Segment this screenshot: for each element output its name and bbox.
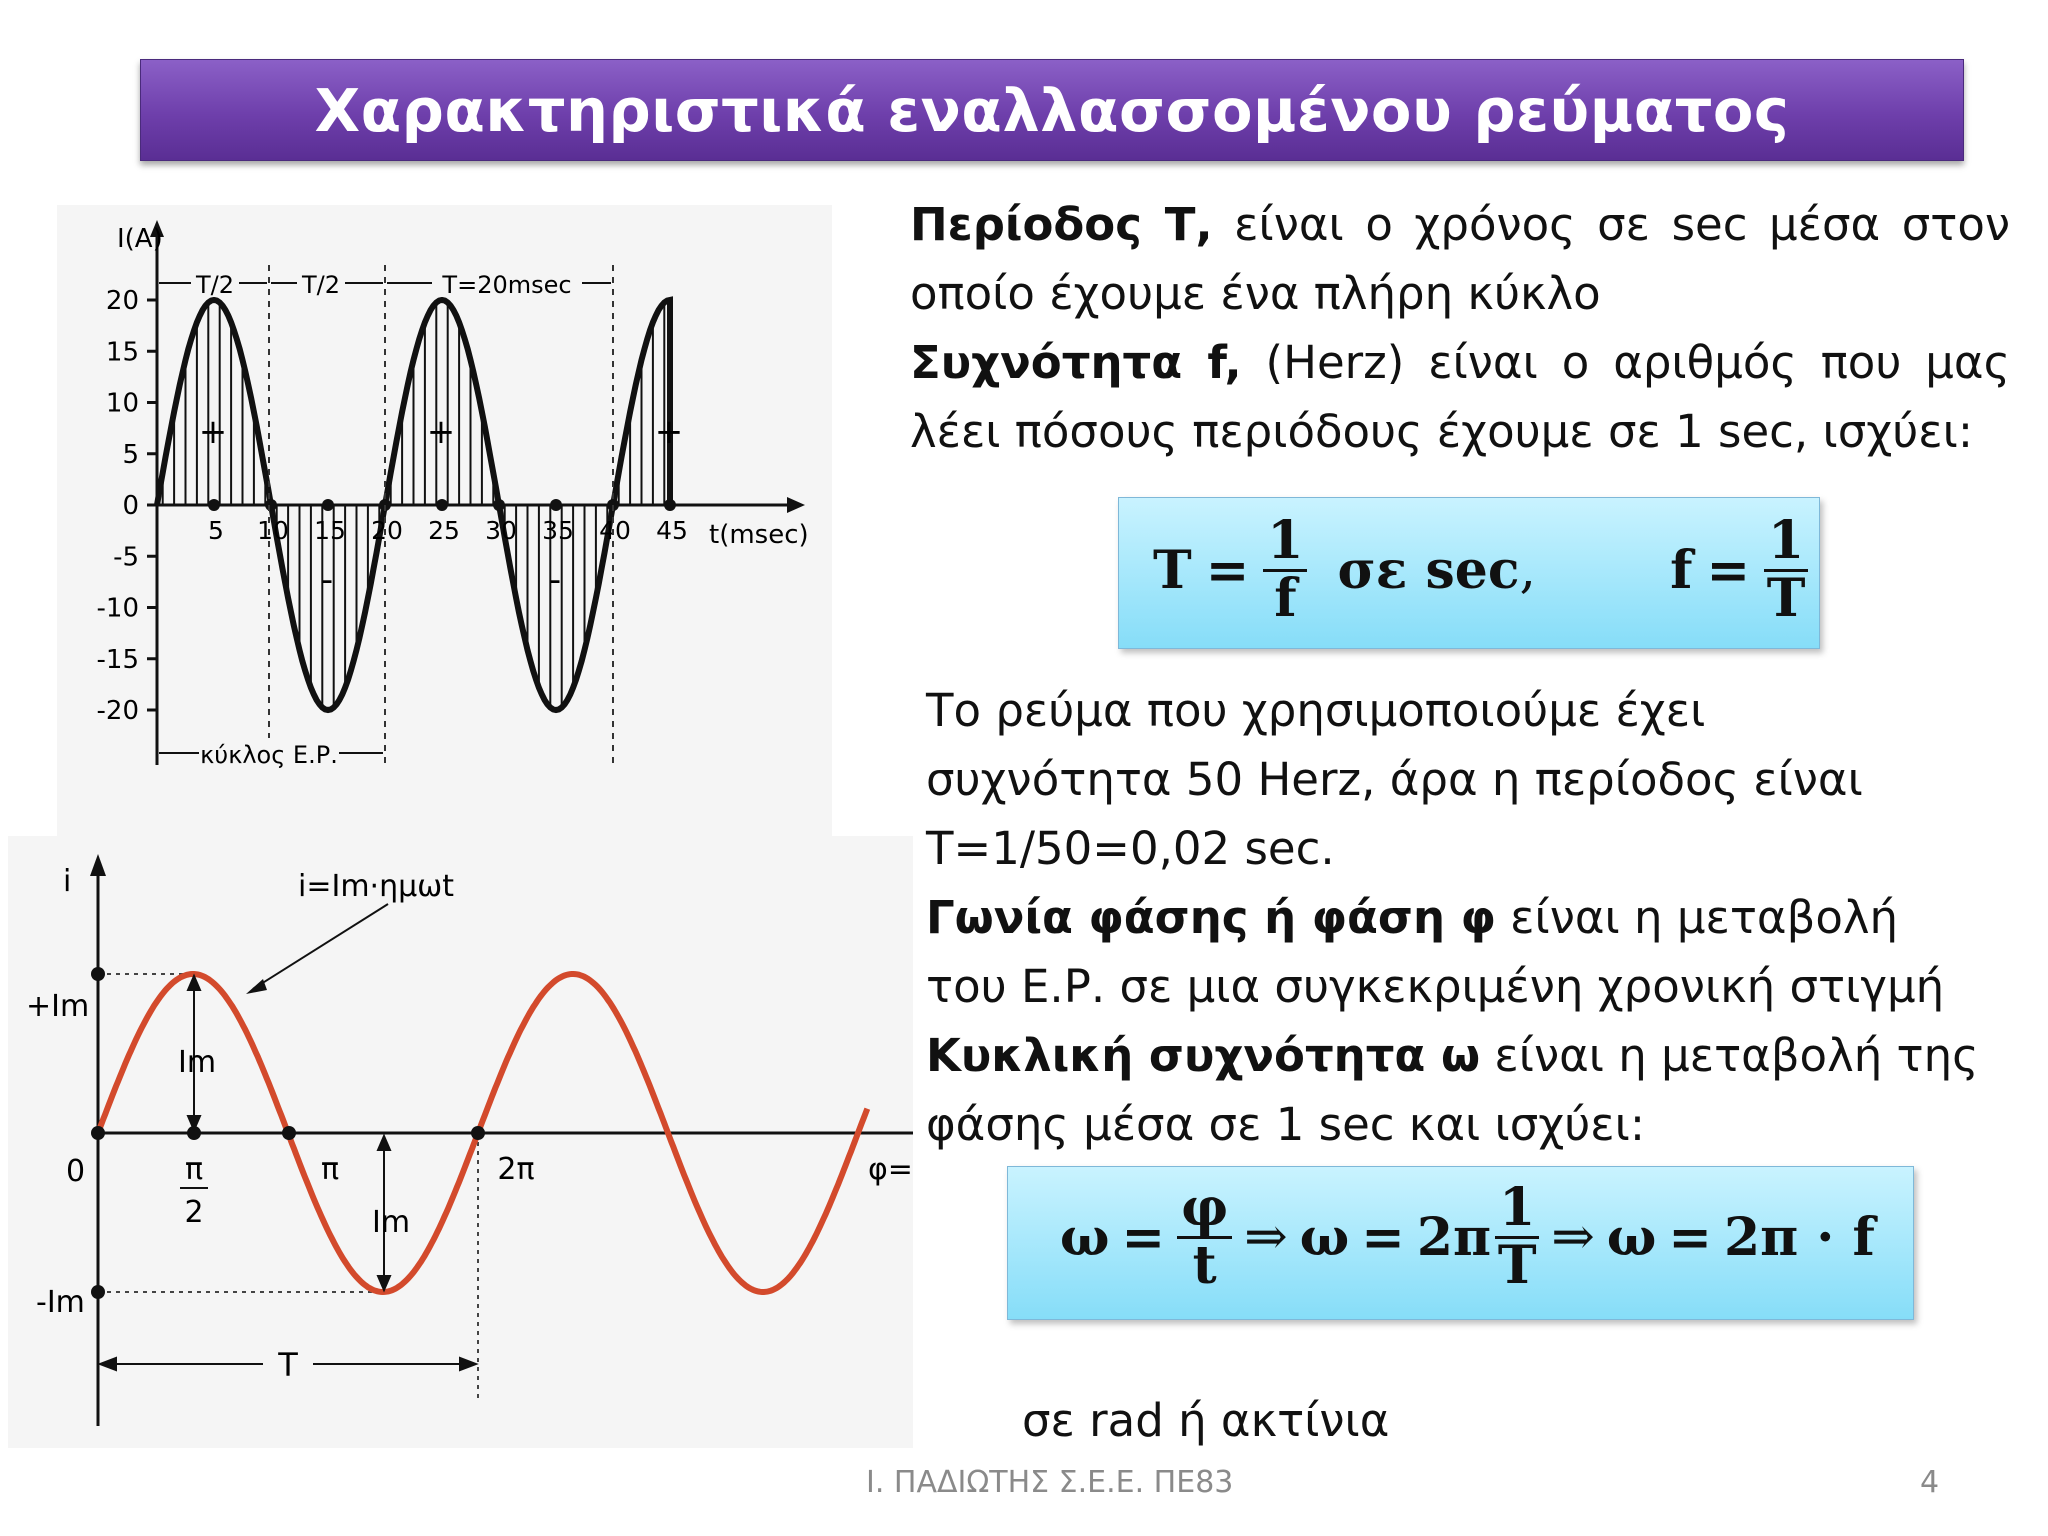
formula2-implies1: ⇒ bbox=[1244, 1207, 1288, 1268]
pi-over-2-numerator: π bbox=[184, 1152, 204, 1187]
formula-pointer bbox=[253, 904, 388, 989]
x-tick-label: 5 bbox=[208, 516, 224, 545]
y-tick-label: -15 bbox=[96, 644, 139, 675]
cycle-label: κύκλος Ε.Ρ. bbox=[200, 741, 338, 769]
omega-definition bbox=[926, 1021, 2026, 1090]
formula2-2pi-f: 2π · f bbox=[1723, 1206, 1875, 1268]
negative-half-sign-1: - bbox=[320, 560, 334, 600]
phase-text-1: είναι η μεταβολή bbox=[1495, 891, 1898, 944]
angular-frequency-formula bbox=[1007, 1166, 1914, 1320]
unit-note: σε rad ή ακτίνια bbox=[1022, 1394, 1390, 1447]
y-tick-label: 15 bbox=[105, 337, 139, 368]
sine-wave-time-figure bbox=[57, 205, 832, 845]
sine-wave-phase-svg bbox=[8, 836, 913, 1448]
x-tick-dot bbox=[265, 499, 277, 511]
formula1-eq: = bbox=[1205, 539, 1250, 601]
x-tick-label: 30 bbox=[485, 516, 517, 545]
frequency-term: Συχνότητα f, bbox=[910, 336, 1242, 389]
formula2-phi: φ bbox=[1177, 1181, 1232, 1239]
formula2-omega1: ω bbox=[1060, 1206, 1110, 1268]
x-tick-label: 20 bbox=[371, 516, 403, 545]
phase-text-2: του Ε.Ρ. σε μια συγκεκριμένη χρονική στιγμή bbox=[926, 960, 1945, 1013]
origin-label: 0 bbox=[66, 1154, 86, 1189]
y-tick-label: 20 bbox=[105, 286, 139, 316]
slide-title: Χαρακτηριστικά εναλλασσομένου ρεύματος bbox=[314, 75, 1790, 145]
pi-over-2-denominator: 2 bbox=[184, 1195, 204, 1230]
mains-frequency-text bbox=[926, 676, 2026, 1159]
phi-axis-label: φ= bbox=[868, 1152, 913, 1187]
slide-number: 4 bbox=[1920, 1465, 1940, 1500]
im-label-lower: Im bbox=[372, 1205, 411, 1240]
formula2-2pi: 2π bbox=[1416, 1206, 1492, 1268]
period-label: T bbox=[278, 1346, 298, 1384]
frequency-definition bbox=[910, 328, 2010, 466]
minus-im-label: -Im bbox=[36, 1285, 85, 1320]
dim-label-period: T=20msec bbox=[442, 271, 572, 299]
footer-author: Ι. ΠΑΔΙΩΤΗΣ Σ.Ε.Ε. ΠΕ83 bbox=[866, 1465, 1234, 1500]
i-axis-arrow bbox=[90, 854, 106, 876]
formula1-unit: σε sec bbox=[1337, 539, 1520, 601]
negative-half-sign-2: - bbox=[548, 560, 562, 600]
phase-definition bbox=[926, 883, 2026, 952]
x-tick-label: 15 bbox=[314, 516, 346, 545]
formula1-comma: , bbox=[1519, 540, 1537, 601]
formula1-T: T bbox=[1153, 539, 1192, 601]
sine-wave-time-svg bbox=[57, 205, 832, 845]
phase-term: Γωνία φάσης ή φάση φ bbox=[926, 891, 1496, 944]
formula2-omega2: ω bbox=[1299, 1206, 1350, 1268]
positive-half-sign-1: + bbox=[198, 412, 228, 452]
mains-line-3: T=1/50=0,02 sec. bbox=[926, 822, 1335, 875]
y-tick-label: -20 bbox=[96, 696, 139, 726]
omega-text-1: είναι η μεταβολή της bbox=[1480, 1029, 1979, 1082]
formula2-eq1: = bbox=[1121, 1206, 1166, 1268]
formula1-den: f bbox=[1274, 567, 1297, 629]
formula2-t: t bbox=[1192, 1234, 1217, 1296]
y-tick-label: 0 bbox=[122, 491, 139, 521]
formula2-implies2: ⇒ bbox=[1551, 1207, 1595, 1268]
formula2-one: 1 bbox=[1495, 1181, 1539, 1239]
x-tick-label: 45 bbox=[656, 516, 688, 545]
period-text: είναι ο χρόνος σε sec μέσα στον οποίο έχουμε ένα πλήρη κύκλο bbox=[910, 198, 2010, 320]
positive-half-sign-2: + bbox=[426, 412, 456, 452]
mains-line-2: συχνότητα 50 Herz, άρα η περίοδος είναι bbox=[926, 753, 1863, 806]
dim-label-half1: T/2 bbox=[195, 271, 235, 299]
formula2-eq3: = bbox=[1668, 1206, 1712, 1268]
sine-wave-phase-figure bbox=[8, 836, 913, 1448]
formula2-T: T bbox=[1497, 1234, 1537, 1296]
period-term: Περίοδος Τ, bbox=[910, 198, 1213, 251]
x-tick-label: 35 bbox=[542, 516, 574, 545]
x-tick-label: 25 bbox=[428, 516, 460, 545]
x-tick-dot bbox=[322, 499, 334, 511]
x-tick-label: 40 bbox=[599, 516, 631, 545]
pi-label: π bbox=[320, 1152, 340, 1187]
formula2-eq2: = bbox=[1361, 1206, 1405, 1268]
formula1-num2: 1 bbox=[1764, 514, 1808, 572]
y-tick-label: -5 bbox=[113, 542, 139, 573]
positive-half-sign-3: + bbox=[654, 412, 684, 452]
formula1-num: 1 bbox=[1263, 514, 1307, 572]
formula2-omega3: ω bbox=[1606, 1206, 1657, 1268]
formula1-f: f bbox=[1670, 539, 1693, 601]
dim-label-half2: T/2 bbox=[301, 271, 341, 299]
frequency-text: (Herz) είναι ο αριθμός που μας λέει πόσους περιόδους έχουμε σε 1 sec, ισχύει: bbox=[910, 336, 2010, 458]
x-tick-dot bbox=[208, 499, 220, 511]
period-frequency-formula bbox=[1118, 497, 1820, 649]
x-axis-label: t(msec) bbox=[709, 520, 809, 550]
formula1-eq2: = bbox=[1706, 539, 1751, 601]
omega-text-2: φάσης μέσα σε 1 sec και ισχύει: bbox=[926, 1098, 1646, 1151]
x-tick-dot bbox=[664, 499, 676, 511]
plus-im-label: +Im bbox=[26, 989, 90, 1024]
im-label-upper: Im bbox=[178, 1045, 217, 1080]
y-tick-label: -10 bbox=[96, 593, 139, 624]
two-pi-label: 2π bbox=[497, 1152, 535, 1187]
curve-formula-label: i=Im·ημωt bbox=[298, 869, 455, 904]
formula1-den2: T bbox=[1766, 567, 1806, 629]
x-tick-label: 10 bbox=[257, 516, 289, 545]
slide-title-bar bbox=[140, 59, 1964, 161]
x-tick-dot bbox=[436, 499, 448, 511]
y-tick-label: 10 bbox=[105, 388, 139, 419]
y-axis-label: I(A) bbox=[117, 224, 163, 254]
mains-line-1: Το ρεύμα που χρησιμοποιούμε έχει bbox=[926, 684, 1706, 737]
y-tick-label: 5 bbox=[122, 439, 139, 470]
x-tick-dot bbox=[550, 499, 562, 511]
period-definition bbox=[910, 190, 2010, 328]
x-axis-arrow bbox=[787, 497, 805, 513]
i-axis-label: i bbox=[63, 864, 72, 899]
omega-term: Κυκλική συχνότητα ω bbox=[926, 1029, 1481, 1082]
x-tick-dot bbox=[493, 499, 505, 511]
